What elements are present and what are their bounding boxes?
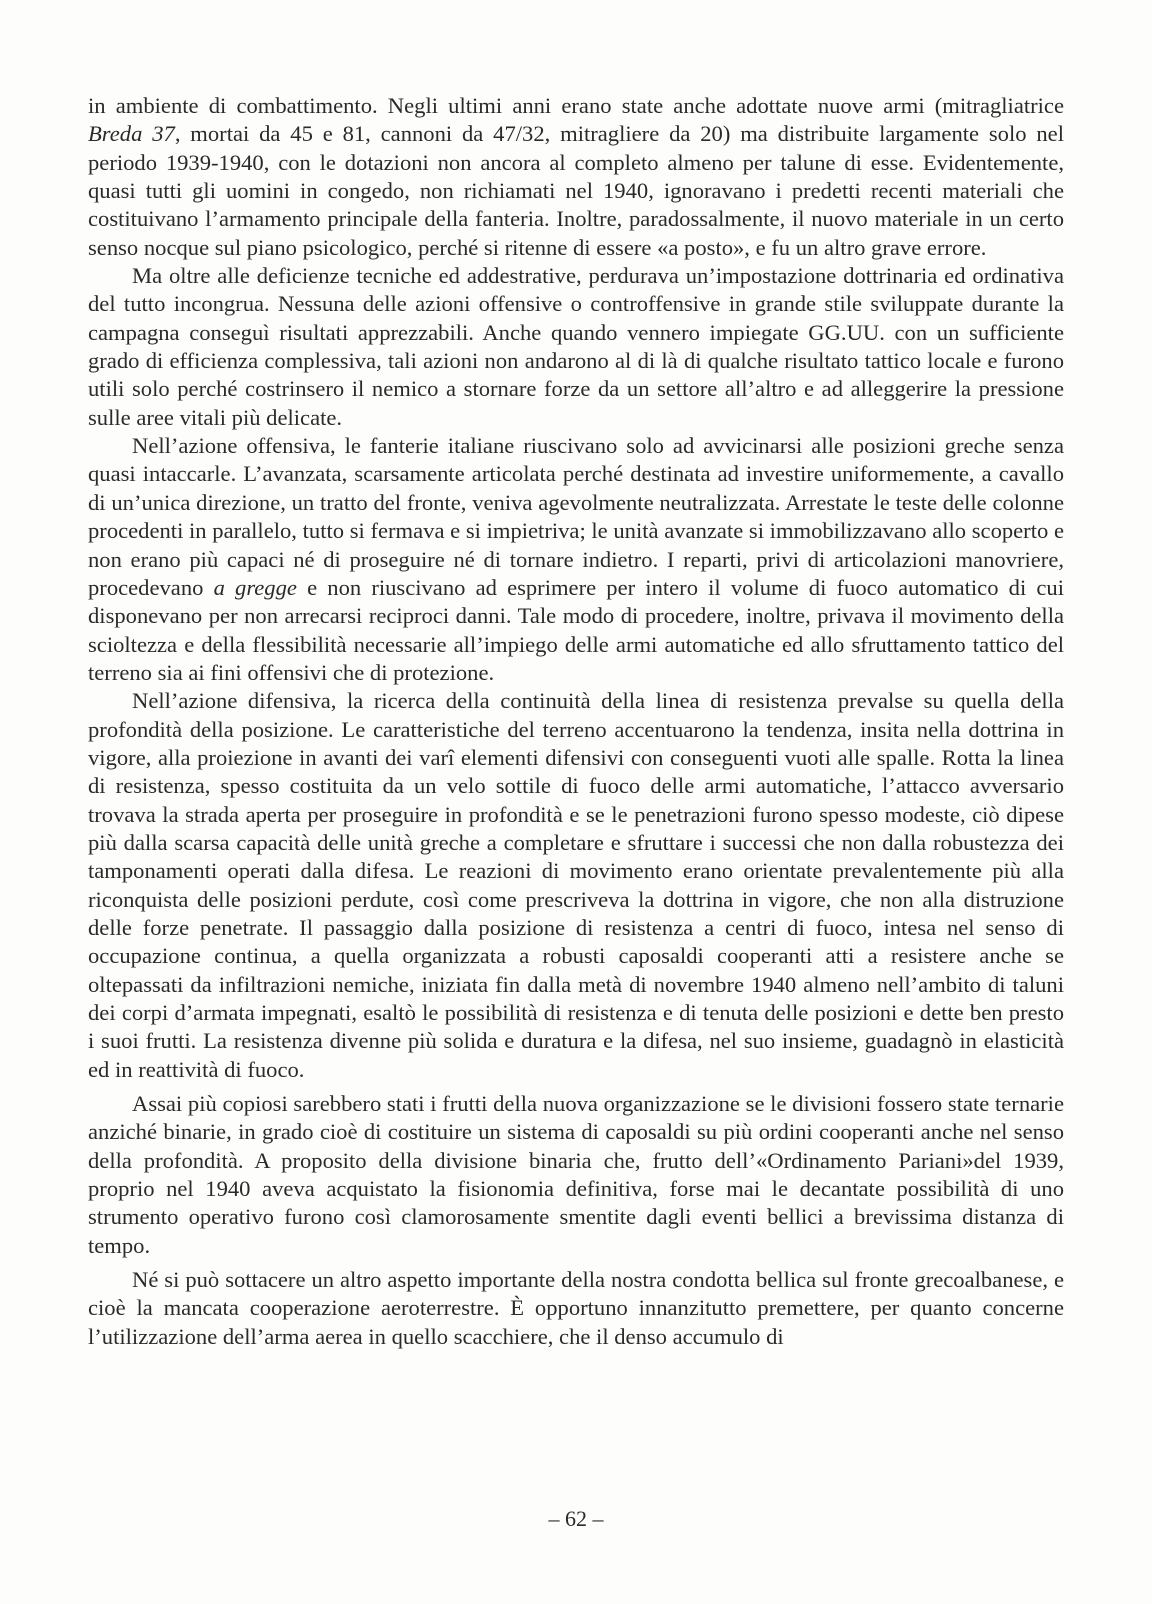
italic-term: Breda 37 <box>88 121 175 147</box>
paragraph-1: in ambiente di combattimento. Negli ultimi anni erano state anche adottate nuove armi (mitragliatrice Breda 37, mortai da 45 e 81, cannoni da 47/32, mitragliere da 20) ma distribuite largamente solo nel periodo 1939-1940, con le dotazioni non ancora al completo almeno per talune di esse. Evidentemente, quasi tutti gli uomini in congedo, non richiamati nel 1940, ignoravano i predetti recenti materiali che costituivano l’armamento principale della fanteria. Inoltre, paradossalmente, il nuovo materiale in un certo senso nocque sul piano psicologico, perché si ritenne di essere «a posto», e fu un altro grave errore. <box>88 93 1064 260</box>
italic-term: a gregge <box>213 574 297 600</box>
paragraph-2: Ma oltre alle deficienze tecniche ed addestrative, perdurava un’impostazione dottrinaria ed ordinativa del tutto incongrua. Nessuna delle azioni offensive o controffensive in grande stile sviluppate durante la campagna conseguì risultati apprezzabili. Anche quando vennero impiegate GG.UU. con un sufficiente grado di efficienza complessiva, tali azioni non andarono al di là di qualche risultato tattico locale e furono utili solo perché costrinsero il nemico a stornare forze da un settore all’altro e ad alleggerire la pressione sulle aree vitali più delicate. <box>88 263 1064 430</box>
paragraph-3: Nell’azione offensiva, le fanterie italiane riuscivano solo ad avvicinarsi alle posizioni greche senza quasi intaccarle. L’avanzata, scarsamente articolata perché destinata ad investire uniformemente, a cavallo di un’unica direzione, un tratto del fronte, veniva agevolmente neutralizzata. Arrestate le teste delle colonne procedenti in parallelo, tutto si fermava e si impietriva; le unità avanzate si immobilizzavano allo scoperto e non erano più capaci né di proseguire né di tornare indietro. I reparti, privi di articolazioni manovriere, procedevano a gregge e non riuscivano ad esprimere per intero il volume di fuoco automatico di cui disponevano per non arrecarsi reciproci danni. Tale modo di procedere, inoltre, privava il movimento della scioltezza e della flessibilità necessarie all’impiego delle armi automatiche ed allo sfruttamento tattico del terreno sia ai fini offensivi che di protezione. <box>88 433 1064 685</box>
paragraph-5: Assai più copiosi sarebbero stati i frutti della nuova organizzazione se le divisioni fossero state ternarie anziché binarie, in grado cioè di costituire un sistema di caposaldi su più ordini cooperanti anche nel senso della profondità. A proposito della divisione binaria che, frutto dell’«Ordinamento Pariani»del 1939, proprio nel 1940 aveva acquistato la fisionomia definitiva, forse mai le decantate possibilità di uno strumento operativo furono così clamorosamente smentite dagli eventi bellici a brevissima distanza di tempo. <box>88 1091 1064 1258</box>
page-number: – 62 – <box>548 1506 604 1531</box>
body-text <box>88 92 1064 1351</box>
paragraph-6: Né si può sottacere un altro aspetto importante della nostra condotta bellica sul fronte grecoalbanese, e cioè la mancata cooperazione aeroterrestre. È opportuno innanzitutto premettere, per quanto concerne l’utilizzazione dell’arma aerea in quello scacchiere, che il denso accumulo di <box>88 1267 1064 1349</box>
paragraph-4: Nell’azione difensiva, la ricerca della continuità della linea di resistenza prevalse su quella della profondità della posizione. Le caratteristiche del terreno accentuarono la tendenza, insita nella dottrina in vigore, alla proiezione in avanti dei varî elementi difensivi con conseguenti vuoti alle spalle. Rotta la linea di resistenza, spesso costituita da un velo sottile di fuoco delle armi automatiche, l’attacco avversario trovava la strada aperta per proseguire in profondità e se le penetrazioni furono spesso modeste, ciò dipese più dalla scarsa capacità delle unità greche a completare e sfruttare i successi che non dalla robustezza dei tamponamenti operati dalla difesa. Le reazioni di movimento erano orientate prevalentemente più alla riconquista delle posizioni perdute, così come prescriveva la dottrina in vigore, che non alla distruzione delle forze penetrate. Il passaggio dalla posizione di resistenza a centri di fuoco, intesa nel senso di occupazione continua, a quella organizzata a robusti caposaldi cooperanti atti a resistere anche se oltepassati da infiltrazioni nemiche, iniziata fin dalla metà di novembre 1940 almeno nell’ambito di taluni dei corpi d’armata impegnati, esaltò le possibilità di resistenza e di tenuta delle posizioni e dette ben presto i suoi frutti. La resistenza divenne più solida e duratura e la difesa, nel suo insieme, guadagnò in elasticità ed in reattività di fuoco. <box>88 688 1064 1082</box>
